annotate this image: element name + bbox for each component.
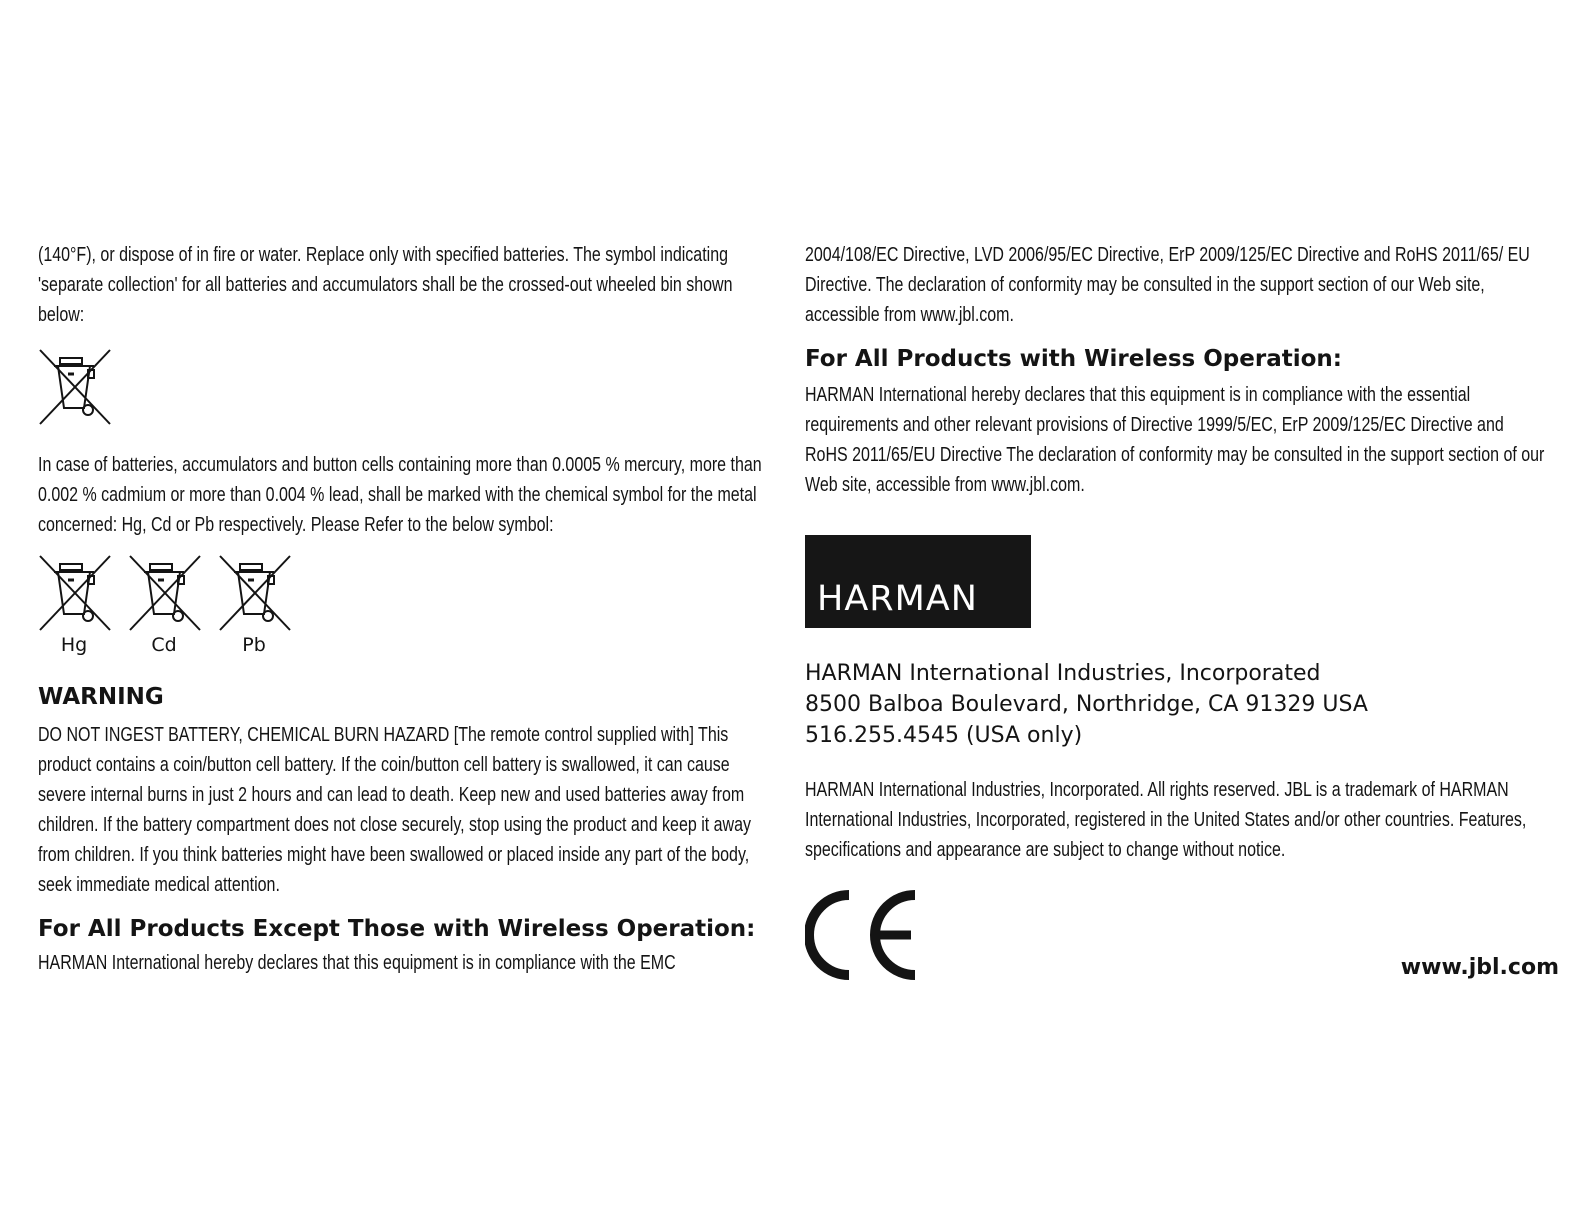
mercury-symbol: [38, 554, 110, 656]
warning-heading: WARNING: [38, 684, 164, 710]
rights-text: HARMAN International Industries, Incorporated. All rights reserved. JBL is a trademark of HARMAN International Industries, Incorporated, registered in the United States and/or other countries. Features, specifications and appearance are subject to change without notice.: [805, 779, 1527, 861]
harman-logo: [805, 535, 1031, 628]
directive-continuation: 2004/108/EC Directive, LVD 2006/95/EC Directive, ErP 2009/125/EC Directive and RoHS 2011/65/ EU Directive. The declaration of conformity may be consulted in the support section of our Web site, accessible from www.jbl.com.: [805, 244, 1530, 326]
crossed-out-bin-icon: [218, 554, 292, 632]
chemical-symbols-row: [38, 554, 778, 656]
wireless-heading: For All Products with Wireless Operation:: [805, 346, 1342, 372]
harman-logo-text: HARMAN: [817, 579, 978, 619]
address-block: [805, 658, 1545, 751]
symbol-label-cd: Cd: [151, 634, 177, 656]
heavy-metals-paragraph: In case of batteries, accumulators and button cells containing more than 0.0005 % mercury, more than 0.002 % cadmium or more than 0.004 % lead, shall be marked with the chemical symbol for the metal concerned: Hg, Cd or Pb respectively. Please Refer to the below symbol:: [38, 454, 762, 536]
left-column: [38, 240, 778, 978]
crossed-bin-symbol: [38, 348, 778, 428]
right-column: [805, 240, 1559, 989]
symbol-label-hg: Hg: [60, 634, 88, 656]
battery-disposal-paragraph: (140°F), or dispose of in fire or water. Replace only with specified batteries. The symbol indicating 'separate collection' for all batteries and accumulators shall be the crossed-out wheeled bin shown below:: [38, 244, 733, 326]
company-name: HARMAN International Industries, Incorporated: [805, 661, 1321, 686]
lead-symbol: [218, 554, 290, 656]
crossed-out-wheeled-bin-icon: [38, 348, 112, 426]
footer-row: [805, 889, 1559, 989]
street-address: 8500 Balboa Boulevard, Northridge, CA 91329 USA: [805, 692, 1368, 717]
cadmium-symbol: [128, 554, 200, 656]
non-wireless-text: HARMAN International hereby declares that this equipment is in compliance with the EMC: [38, 952, 676, 974]
non-wireless-heading: For All Products Except Those with Wireless Operation:: [38, 916, 756, 942]
ce-mark-icon: [805, 889, 923, 981]
warning-text: DO NOT INGEST BATTERY, CHEMICAL BURN HAZARD [The remote control supplied with] This product contains a coin/button cell battery. If the coin/button cell battery is swallowed, it can cause severe internal burns in just 2 hours and can lead to death. Keep new and used batteries away from children. If the battery compartment does not close securely, stop using the product and keep it away from children. If you think batteries might have been swallowed or placed inside any part of the body, seek immediate medical attention.: [38, 724, 751, 896]
website-url[interactable]: www.jbl.com: [1400, 955, 1559, 980]
crossed-out-bin-icon: [128, 554, 202, 632]
wireless-text: HARMAN International hereby declares that this equipment is in compliance with the essential requirements and other relevant provisions of Directive 1999/5/EC, ErP 2009/125/EC Directive and RoHS 2011/65/EU Directive The declaration of conformity may be consulted in the support section of our Web site, accessible from www.jbl.com.: [805, 384, 1545, 496]
symbol-label-pb: Pb: [242, 634, 266, 656]
phone-number: 516.255.4545 (USA only): [805, 723, 1083, 748]
crossed-out-bin-icon: [38, 554, 112, 632]
